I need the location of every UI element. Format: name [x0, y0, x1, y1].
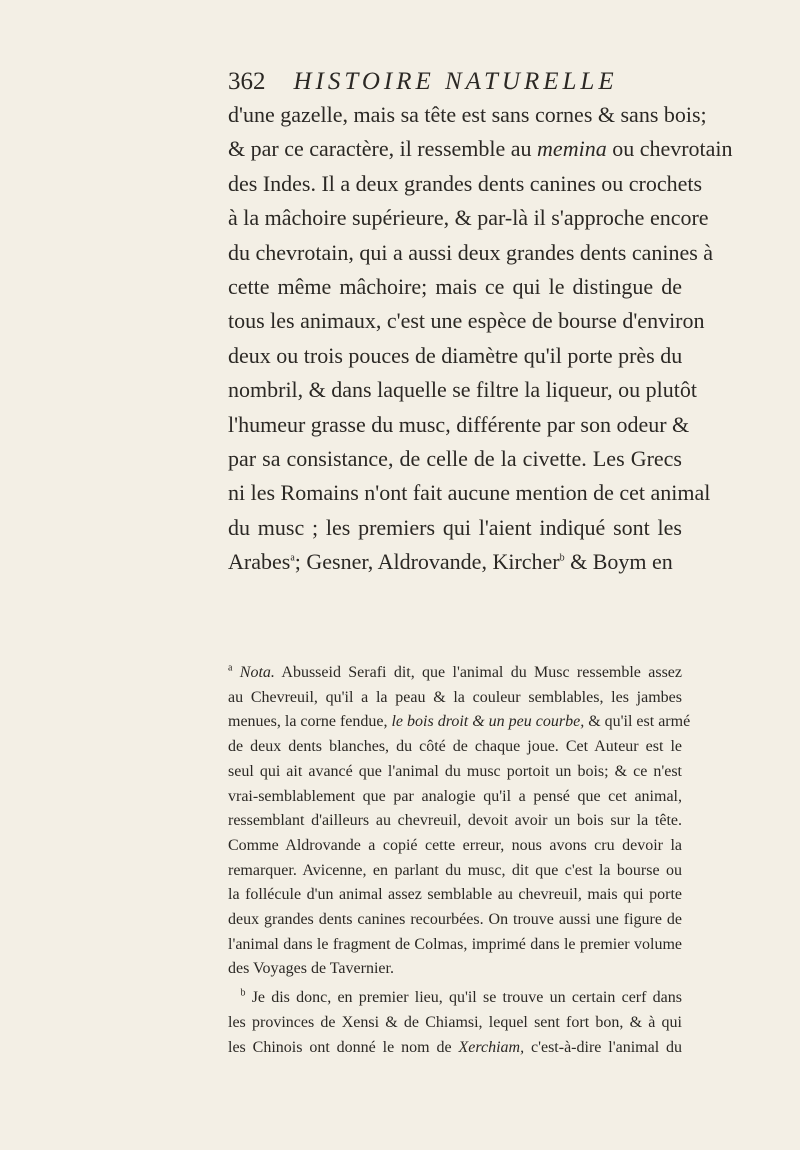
text-line: cette même mâchoire; mais ce qui le distingue de	[228, 274, 682, 300]
emphasis-bois-droit: le bois droit & un peu courbe,	[391, 713, 585, 731]
footnote-a-line: Comme Aldrovande a copié cette erreur, nous avons cru devoir la	[228, 836, 682, 854]
footnote-b-line: les provinces de Xensi & de Chiamsi, lequel sent fort bon, & à qui	[228, 1013, 682, 1031]
footnote-ref-a: a	[290, 552, 295, 564]
text-line: nombril, & dans laquelle se filtre la liqueur, ou plutôt	[228, 377, 697, 403]
footnote-a-line: menues, la corne fendue, le bois droit & un peu courbe, & qu'il est armé	[228, 713, 691, 731]
nota-label: Nota.	[239, 664, 275, 681]
footnote-mark-a: a	[228, 662, 233, 674]
footnotes	[228, 661, 691, 1060]
text-line: l'humeur grasse du musc, différente par son odeur &	[228, 411, 690, 437]
footnote-a-line: deux grandes dents canines recourbées. On trouve aussi une figure de	[228, 911, 682, 929]
footnote-a-line: l'animal dans le fragment de Colmas, imprimé dans le premier volume	[228, 935, 682, 953]
footnote-ref-b: b	[559, 552, 565, 564]
page-number: 362	[228, 68, 266, 95]
footnote-a-line: remarquer. Avicenne, en parlant du musc, dit que c'est la bourse ou	[228, 861, 682, 879]
text-line: d'une gazelle, mais sa tête est sans cornes & sans bois;	[228, 102, 707, 127]
footnote-a-line: seul qui ait avancé que l'animal du musc portoit un bois; & ce n'est	[228, 762, 682, 780]
text-line: des Indes. Il a deux grandes dents canines ou crochets	[228, 170, 703, 196]
footnote-a-line: $^a$ Nota. Abusseid Serafi dit, que l'animal du Musc ressemble assez	[228, 662, 683, 681]
footnote-a-line: de deux dents blanches, du côté de chaque joue. Cet Auteur est le	[228, 738, 682, 756]
footnote-a-line: la follécule d'un animal assez semblable au chevreuil, mais qui porte	[228, 886, 682, 904]
text-line: Arabes$^a$; Gesner, Aldrovande, Kircher$^b$ & Boym en	[228, 549, 673, 575]
text-line: à la mâchoire supérieure, & par-là il s'approche encore	[228, 205, 709, 231]
text-line: du chevrotain, qui a aussi deux grandes dents canines à	[228, 239, 714, 265]
emphasis-memina: memina	[537, 136, 607, 162]
footnote-b-line: $^b$ Je dis donc, en premier lieu, qu'il se trouve un certain cerf dans	[240, 987, 683, 1007]
text-line: par sa consistance, de celle de la civette. Les Grecs	[228, 446, 682, 472]
footnote-a-line: au Chevreuil, qu'il a la peau & la couleur semblables, les jambes	[228, 688, 682, 706]
footnote-a-line: ressemblant d'ailleurs au chevreuil, devoit avoir un bois sur la tête.	[228, 812, 682, 830]
text-line: ni les Romains n'ont fait aucune mention de cet animal	[228, 480, 711, 506]
footnote-mark-b: b	[240, 987, 246, 999]
footnote-a-line: des Voyages de Tavernier.	[228, 960, 394, 978]
main-text	[228, 98, 733, 580]
footnote-b-line: les Chinois ont donné le nom de Xerchiam, c'est-à-dire l'animal du	[228, 1038, 683, 1056]
footnote-a-line: vrai-semblablement que par analogie qu'il a pensé que cet animal,	[228, 787, 682, 805]
emphasis-xerchiam: Xerchiam,	[458, 1038, 525, 1056]
running-title: HISTOIRE NATURELLE	[293, 68, 618, 95]
text-line: tous les animaux, c'est une espèce de bourse d'environ	[228, 308, 705, 334]
text-line: du musc ; les premiers qui l'aient indiqué sont les	[228, 514, 682, 540]
text-line: & par ce caractère, il ressemble au memina ou chevrotain	[228, 136, 733, 162]
text-line: deux ou trois pouces de diamètre qu'il porte près du	[228, 342, 683, 368]
running-header	[228, 68, 678, 96]
